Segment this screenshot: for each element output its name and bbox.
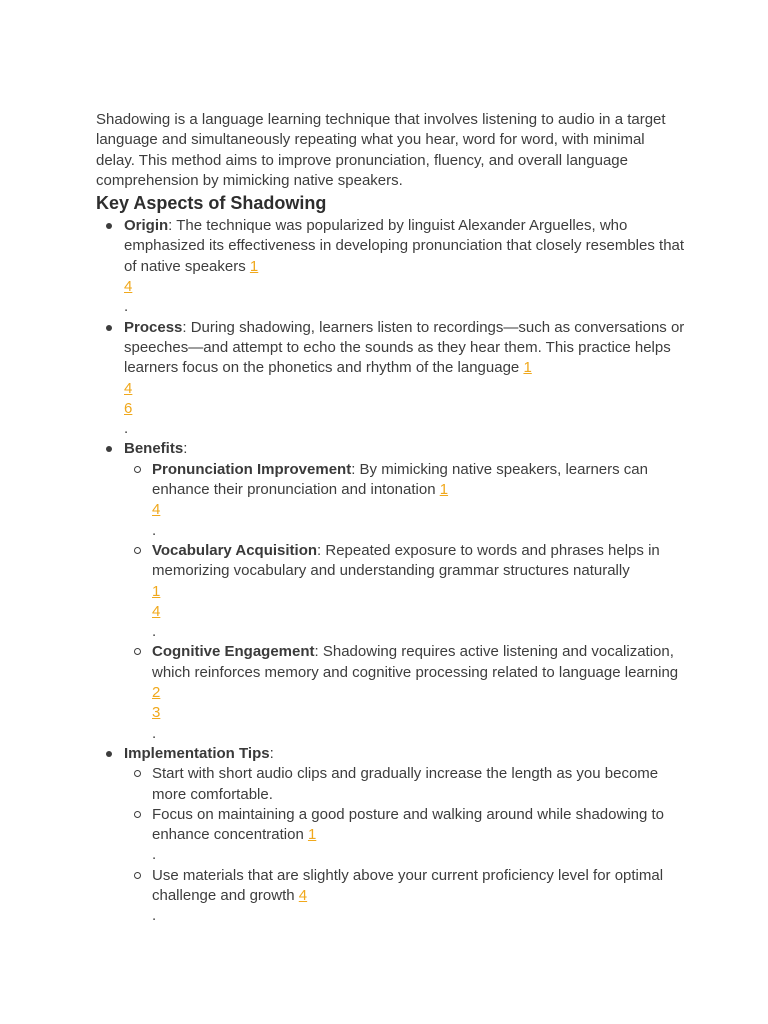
sublist-item-vocabulary	[152, 541, 682, 642]
period: .	[152, 724, 157, 742]
benefit-term: Cognitive Engagement	[152, 643, 315, 661]
sublist-item-pronunciation	[152, 460, 682, 541]
period: .	[152, 846, 157, 864]
origin-text: : The technique was popularized by linguist Alexander Arguelles, who emphasized its effectiveness in developing pronunciation that closely resembles that of native speakers	[124, 217, 685, 275]
process-term: Process	[124, 318, 183, 336]
citation-link[interactable]: 4	[152, 501, 161, 519]
citation-link[interactable]: 4	[124, 379, 133, 397]
sublist-item-tip	[152, 866, 682, 927]
sublist-item-cognitive	[152, 642, 682, 743]
tip-text: Start with short audio clips and gradually increase the length as you become more comfortable.	[152, 765, 659, 803]
benefit-text: : By mimicking native speakers, learners can enhance their pronunciation and intonation	[152, 460, 648, 499]
benefit-term: Vocabulary Acquisition	[152, 541, 318, 559]
period: .	[124, 298, 129, 316]
key-aspects-list	[96, 216, 686, 926]
citation-link[interactable]: 2	[152, 684, 161, 702]
process-text: : During shadowing, learners listen to recordings—such as conversations or speeches—and attempt to echo the sounds as they hear them. This practice helps learners focus on the phonetics and rhythm of the language	[124, 318, 685, 377]
citation-link[interactable]: 1	[523, 359, 532, 377]
tip-text: Use materials that are slightly above your current proficiency level for optimal challenge and growth	[152, 866, 664, 904]
citation-link[interactable]: 4	[152, 602, 161, 620]
citation-link[interactable]: 1	[152, 582, 161, 600]
sublist-item-tip	[152, 764, 682, 805]
period: .	[152, 907, 157, 925]
list-item-origin	[124, 216, 686, 317]
origin-term: Origin	[124, 217, 169, 235]
benefits-sublist	[124, 460, 682, 744]
citation-link[interactable]: 3	[152, 704, 161, 722]
period: .	[124, 420, 129, 438]
citation-link[interactable]: 1	[249, 257, 259, 275]
tips-term: Implementation Tips	[124, 744, 270, 762]
benefit-text: : Shadowing requires active listening and vocalization, which reinforces memory and cognitive processing related to language learning	[152, 643, 679, 681]
citation-link[interactable]: 1	[439, 481, 449, 499]
citation-link[interactable]: 4	[298, 886, 308, 904]
list-item-process	[124, 318, 686, 440]
benefits-term: Benefits	[124, 440, 184, 458]
benefit-text: : Repeated exposure to words and phrases helps in memorizing vocabulary and understanding grammar structures naturally	[152, 541, 660, 580]
citation-link[interactable]: 1	[307, 826, 317, 844]
section-heading: Key Aspects of Shadowing	[96, 193, 327, 214]
sublist-item-tip	[152, 805, 682, 866]
period: .	[152, 521, 157, 539]
citation-link[interactable]: 6	[124, 399, 133, 417]
period: .	[152, 623, 157, 641]
tips-sublist	[124, 764, 682, 926]
list-item-implementation-tips: Implementation Tips: Start with short audio clips and gradually increase the length as you become more comfortable. Focus on maintaining a good posture and walking around while shadowing to enhance concentration 1 . Use materials that are slightly above your current proficiency level for optimal challenge and growth 4 .	[124, 744, 686, 927]
intro-paragraph: Shadowing is a language learning technique that involves listening to audio in a target language and simultaneously repeating what you hear, word for word, with minimal delay. This method aims to improve pronunciation, fluency, and overall language comprehension by mimicking native speakers.	[96, 111, 666, 189]
tip-text: Focus on maintaining a good posture and walking around while shadowing to enhance concentration	[152, 805, 664, 844]
list-item-benefits: Benefits: Pronunciation Improvement: By mimicking native speakers, learners can enhance their pronunciation and intonation 1 4 . Vocabulary Acquisition: Repeated exposure to words and phrases helps in memorizing vocabulary and understanding grammar structures naturally 1 4 . Cognitive Engagement: Shadowing requires active listening and vocalization, which reinforces memory and cognitive processing related to language learning 2 3 .	[124, 439, 686, 743]
citation-link[interactable]: 4	[124, 278, 133, 296]
benefit-term: Pronunciation Improvement	[152, 460, 352, 478]
